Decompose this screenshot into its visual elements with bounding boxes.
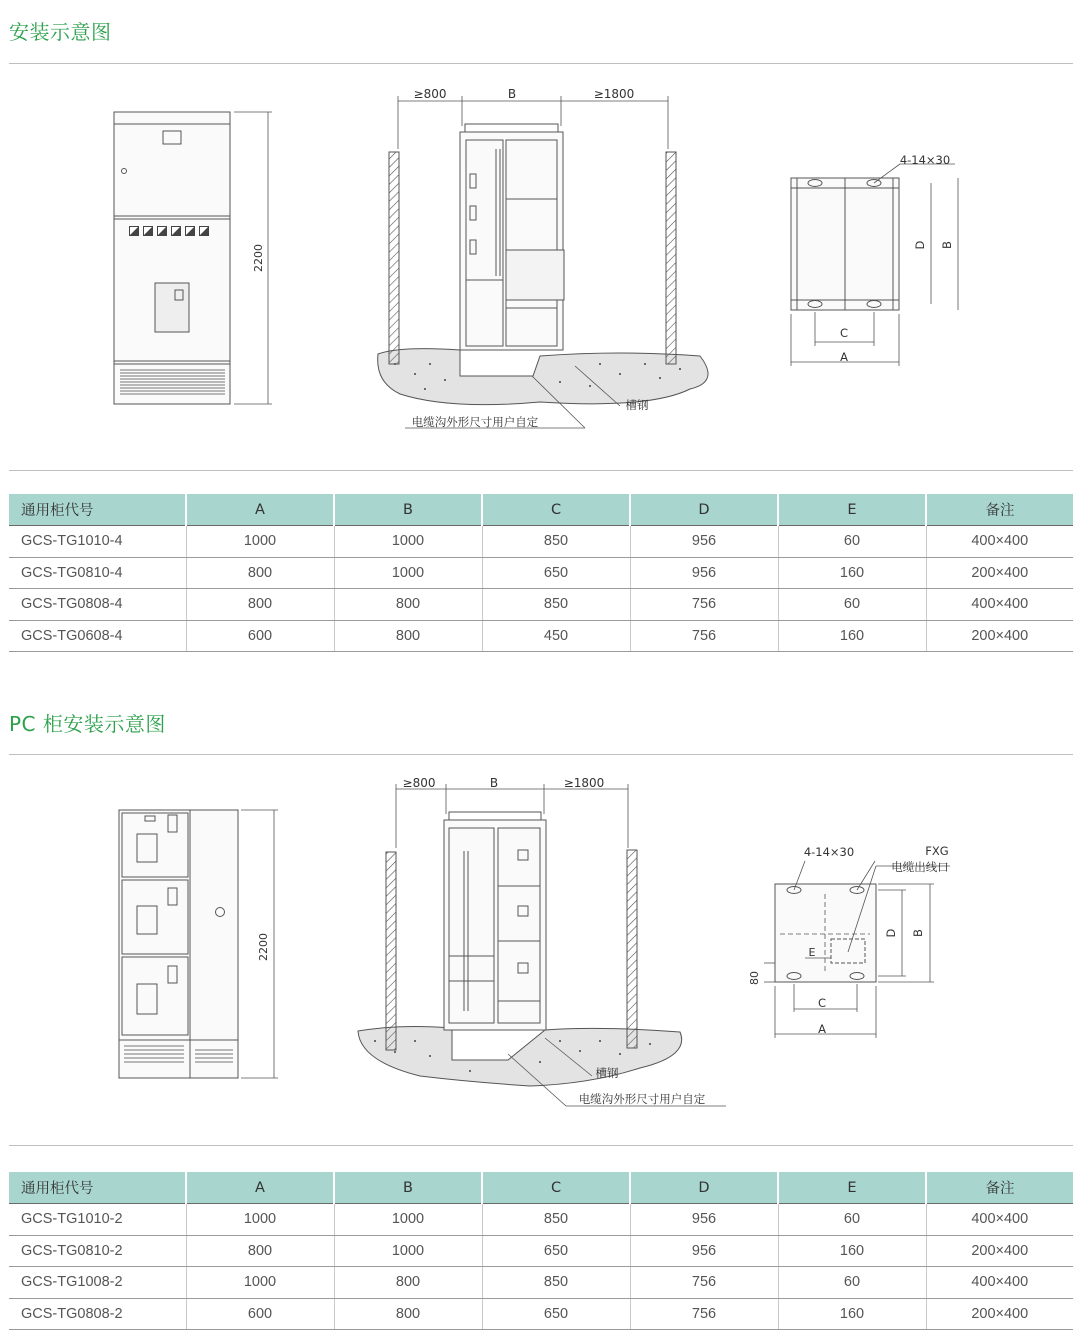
- cell: 800: [334, 620, 482, 652]
- table-header-row: [9, 1172, 1073, 1204]
- cell: 850: [482, 526, 630, 558]
- channel-steel-note: 槽钢: [625, 398, 649, 412]
- spec-table-2: [9, 1172, 1073, 1330]
- cell: 160: [778, 1235, 926, 1267]
- pc-plan-d-label: D: [884, 928, 898, 938]
- pc-side-view-cabinet: [358, 784, 726, 1106]
- cell: GCS-TG0808-4: [9, 589, 186, 621]
- table-row: [9, 1235, 1073, 1267]
- cell: GCS-TG1010-4: [9, 526, 186, 558]
- plan-d-label: D: [913, 240, 927, 250]
- cell: 60: [778, 1267, 926, 1299]
- cell: 600: [186, 1298, 334, 1330]
- plan-c-label: C: [839, 326, 849, 340]
- cell: 450: [482, 620, 630, 652]
- cell: GCS-TG1010-2: [9, 1204, 186, 1236]
- pc-front-view-cabinet: [119, 810, 278, 1078]
- cell: GCS-TG0808-2: [9, 1298, 186, 1330]
- cell: 650: [482, 557, 630, 589]
- cell: 60: [778, 526, 926, 558]
- section-divider: [9, 470, 1073, 471]
- cell: 800: [186, 557, 334, 589]
- header-code: 通用柜代号: [9, 1172, 186, 1204]
- cell: 756: [630, 1298, 778, 1330]
- cell: 1000: [334, 1235, 482, 1267]
- header-e: E: [778, 494, 926, 526]
- table-row: [9, 526, 1073, 558]
- pc-plan-a-label: A: [818, 1022, 826, 1036]
- cell: 800: [334, 1267, 482, 1299]
- section-divider: [9, 1145, 1073, 1146]
- cell: 400×400: [926, 526, 1073, 558]
- header-c: C: [482, 1172, 630, 1204]
- table-row: [9, 1204, 1073, 1236]
- cell: 200×400: [926, 557, 1073, 589]
- header-remark: 备注: [926, 494, 1073, 526]
- pc-plan-fxg-label: FXG: [925, 844, 949, 858]
- spec-table-1: [9, 494, 1073, 652]
- side-view-cabinet: [378, 96, 708, 428]
- header-d: D: [630, 1172, 778, 1204]
- table-row: [9, 1267, 1073, 1299]
- section-divider: [9, 754, 1073, 755]
- section-title-pc-installation: PC 柜安装示意图: [9, 712, 166, 736]
- cell: 756: [630, 1267, 778, 1299]
- pc-cable-trench-note: 电缆沟外形尺寸用户自定: [578, 1092, 706, 1106]
- header-a: A: [186, 494, 334, 526]
- pc-plan-b-label: B: [911, 929, 925, 937]
- cell: 400×400: [926, 1267, 1073, 1299]
- cell: 160: [778, 620, 926, 652]
- cell: 1000: [186, 1267, 334, 1299]
- pc-plan-c-label: C: [817, 996, 827, 1010]
- cell: 650: [482, 1298, 630, 1330]
- cell: 60: [778, 589, 926, 621]
- side-width-label: B: [507, 87, 517, 101]
- header-d: D: [630, 494, 778, 526]
- table-row: [9, 589, 1073, 621]
- pc-side-right-clearance: ≥1800: [563, 776, 605, 790]
- cell: 200×400: [926, 1235, 1073, 1267]
- header-e: E: [778, 1172, 926, 1204]
- pc-channel-steel-note: 槽钢: [595, 1066, 619, 1080]
- cell: 60: [778, 1204, 926, 1236]
- cell: 160: [778, 557, 926, 589]
- table-row: [9, 1298, 1073, 1330]
- cell: 956: [630, 526, 778, 558]
- cell: 800: [334, 589, 482, 621]
- header-a: A: [186, 1172, 334, 1204]
- cell: 756: [630, 589, 778, 621]
- cell: 1000: [186, 526, 334, 558]
- plan-view: [791, 164, 958, 366]
- cell: 800: [186, 1235, 334, 1267]
- cell: 956: [630, 1235, 778, 1267]
- cell: 1000: [334, 557, 482, 589]
- cell: 800: [334, 1298, 482, 1330]
- installation-diagram: [0, 64, 1083, 460]
- pc-plan-view: [764, 861, 950, 1038]
- cell: 1000: [334, 526, 482, 558]
- cell: 1000: [186, 1204, 334, 1236]
- cell: 956: [630, 1204, 778, 1236]
- pc-front-height-label: 2200: [257, 933, 270, 961]
- table-row: [9, 620, 1073, 652]
- table-header-row: [9, 494, 1073, 526]
- cable-trench-note: 电缆沟外形尺寸用户自定: [411, 415, 539, 429]
- cell: 200×400: [926, 620, 1073, 652]
- plan-a-label: A: [840, 350, 848, 364]
- pc-side-width-label: B: [489, 776, 499, 790]
- pc-plan-holes-label: 4-14×30: [803, 845, 855, 859]
- header-code: 通用柜代号: [9, 494, 186, 526]
- header-b: B: [334, 1172, 482, 1204]
- cell: 400×400: [926, 589, 1073, 621]
- section-title-installation: 安装示意图: [9, 20, 112, 44]
- cell: 160: [778, 1298, 926, 1330]
- header-b: B: [334, 494, 482, 526]
- cell: GCS-TG0810-4: [9, 557, 186, 589]
- cell: 400×400: [926, 1204, 1073, 1236]
- cell: 756: [630, 620, 778, 652]
- side-left-clearance: ≥800: [413, 87, 447, 101]
- pc-plan-80-label: 80: [748, 971, 761, 985]
- cell: 850: [482, 1267, 630, 1299]
- plan-holes-label: 4-14×30: [899, 153, 951, 167]
- cell: GCS-TG0810-2: [9, 1235, 186, 1267]
- cell: 956: [630, 557, 778, 589]
- cell: 850: [482, 589, 630, 621]
- pc-plan-outlet-label: 电缆出线口: [891, 860, 949, 874]
- header-remark: 备注: [926, 1172, 1073, 1204]
- cell: 600: [186, 620, 334, 652]
- cell: 800: [186, 589, 334, 621]
- cell: 1000: [334, 1204, 482, 1236]
- pc-installation-diagram: [0, 756, 1083, 1136]
- plan-b-label: B: [940, 241, 954, 249]
- table-row: [9, 557, 1073, 589]
- pc-side-left-clearance: ≥800: [402, 776, 436, 790]
- pc-plan-e-label: E: [808, 946, 816, 959]
- front-height-label: 2200: [252, 244, 265, 272]
- cell: GCS-TG1008-2: [9, 1267, 186, 1299]
- header-c: C: [482, 494, 630, 526]
- cell: 200×400: [926, 1298, 1073, 1330]
- cell: GCS-TG0608-4: [9, 620, 186, 652]
- cell: 850: [482, 1204, 630, 1236]
- side-right-clearance: ≥1800: [593, 87, 635, 101]
- cell: 650: [482, 1235, 630, 1267]
- front-view-cabinet: [114, 112, 272, 404]
